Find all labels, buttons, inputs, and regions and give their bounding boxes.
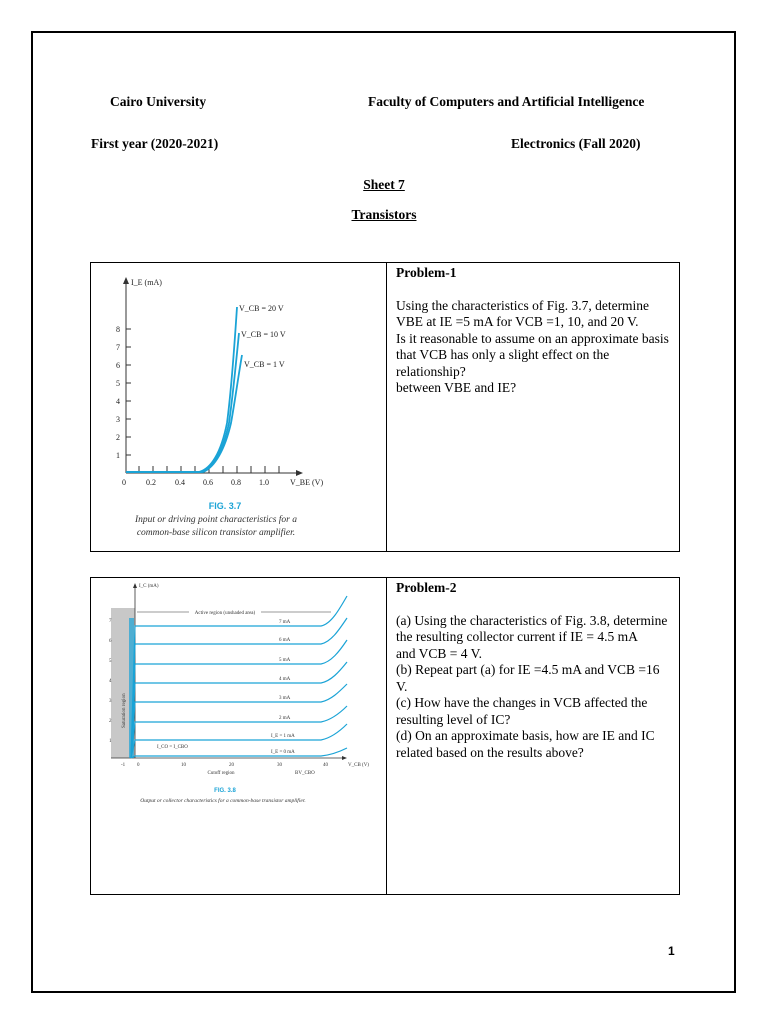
y-axis-label: I_E (mA): [131, 278, 162, 287]
problem-1-text: [396, 263, 671, 397]
curve-label: V_CB = 10 V: [241, 330, 286, 339]
y-tick: 5: [109, 659, 112, 664]
problem-2-paragraph: (b) Repeat part (a) for IE =4.5 mA and VCB =16 V.: [396, 662, 660, 694]
figure-caption-line2: common-base silicon transistor amplifier.: [136, 528, 296, 538]
y-tick: 4: [116, 397, 120, 406]
x-tick: 0.2: [146, 478, 156, 487]
problem-2-paragraph: and VCB = 4 V.: [396, 645, 483, 661]
university-name: Cairo University: [110, 94, 207, 109]
x-tick: 0: [137, 763, 140, 768]
curve-4ma: [131, 662, 347, 758]
x-tick: 30: [277, 763, 282, 768]
y-axis-label: I_C (mA): [139, 584, 159, 589]
x-tick: 1.0: [259, 478, 269, 487]
problem-1-paragraph: between VBE and IE?: [396, 380, 517, 395]
curve-label: V_CB = 20 V: [239, 304, 284, 313]
page-number: 1: [668, 944, 675, 958]
saturation-region-label: Saturation region: [122, 693, 127, 728]
x-ticks: [121, 763, 329, 768]
academic-year: First year (2020-2021): [91, 136, 219, 151]
y-tick: 8: [116, 325, 120, 334]
curve-label: V_CB = 1 V: [244, 360, 285, 369]
figure-label: FIG. 3.7: [208, 501, 242, 511]
curve-label: I_E = 0 mA: [271, 750, 295, 755]
problem-1-box: [90, 262, 680, 552]
y-tick: 1: [116, 451, 120, 460]
y-tick: 3: [116, 415, 120, 424]
curve-label: 6 mA: [279, 638, 291, 643]
curve-vcb-1: [126, 355, 242, 472]
curve-vcb-20: [126, 307, 237, 472]
curve-1ma: [131, 724, 347, 758]
y-tick: 7: [116, 343, 120, 352]
curve-label: 7 mA: [279, 620, 291, 625]
faculty-name: Faculty of Computers and Artificial Intelligence: [368, 94, 645, 109]
cutoff-region-label: Cutoff region: [207, 771, 235, 776]
icbo-label: I_CO = I_CBO: [157, 745, 188, 750]
collector-curves: [131, 596, 347, 758]
y-tick: 1: [109, 739, 112, 744]
x-ticks: [122, 466, 279, 487]
bvcbo-label: BV_CBO: [295, 771, 315, 776]
x-tick: -1: [121, 763, 126, 768]
figure-label: FIG. 3.8: [214, 788, 236, 794]
figure-3-7: [91, 263, 386, 551]
problem-2-paragraph: (d) On an approximate basis, how are IE and IC related based on the results above?: [396, 728, 655, 760]
y-tick: 2: [109, 719, 112, 724]
problem-2-title: Problem-2: [396, 580, 457, 595]
x-axis-label: V_CB (V): [348, 763, 369, 768]
curve-6ma: [131, 618, 347, 758]
problem-1-title: Problem-1: [396, 265, 457, 280]
curve-2ma: [131, 706, 347, 758]
y-tick: 4: [109, 679, 112, 684]
y-tick: 7: [109, 619, 112, 624]
active-region-label: Active region (unshaded area): [194, 611, 256, 616]
sheet-title: Sheet 7: [363, 177, 405, 192]
figure-caption: Output or collector characteristics for a common-base transistor amplifier.: [140, 798, 306, 804]
problem-2-text: [396, 578, 671, 761]
x-tick: 0.8: [231, 478, 241, 487]
problem-2-box: [90, 577, 680, 895]
problem-2-paragraph: (a) Using the characteristics of Fig. 3.8, determine the resulting collector current if IE = 4.5 mA: [396, 612, 668, 644]
problem-1-paragraph: Using the characteristics of Fig. 3.7, determine VBE at IE =5 mA for VCB =1, 10, and 20 V.: [396, 297, 650, 329]
column-divider: [386, 263, 387, 551]
x-tick: 20: [229, 763, 234, 768]
curve-7ma: [131, 596, 347, 758]
x-tick: 10: [181, 763, 186, 768]
x-axis-label: V_BE (V): [290, 478, 324, 487]
y-tick: 6: [116, 361, 120, 370]
figure-caption-line1: Input or driving point characteristics for a: [134, 515, 298, 525]
y-tick: 2: [116, 433, 120, 442]
y-tick: 5: [116, 379, 120, 388]
y-ticks: [116, 325, 131, 460]
x-tick: 0.4: [175, 478, 185, 487]
problem-2-paragraph: (c) How have the changes in VCB affected the resulting level of IC?: [396, 695, 648, 727]
topic-title: Transistors: [351, 207, 417, 222]
column-divider: [386, 578, 387, 894]
curve-label: 4 mA: [279, 677, 291, 682]
x-tick: 0: [122, 478, 126, 487]
y-tick: 6: [109, 639, 112, 644]
figure-3-8: [91, 578, 386, 894]
x-tick: 0.6: [203, 478, 213, 487]
curve-label: 2 mA: [279, 716, 291, 721]
curve-label: 3 mA: [279, 696, 291, 701]
x-tick: 40: [323, 763, 328, 768]
problem-1-paragraph: Is it reasonable to assume on an approximate basis that VCB has only a slight effect on the relationship?: [396, 330, 669, 379]
course-name: Electronics (Fall 2020): [511, 136, 641, 151]
curve-label: I_E = 1 mA: [271, 734, 295, 739]
y-tick: 3: [109, 699, 112, 704]
curve-label: 5 mA: [279, 658, 291, 663]
